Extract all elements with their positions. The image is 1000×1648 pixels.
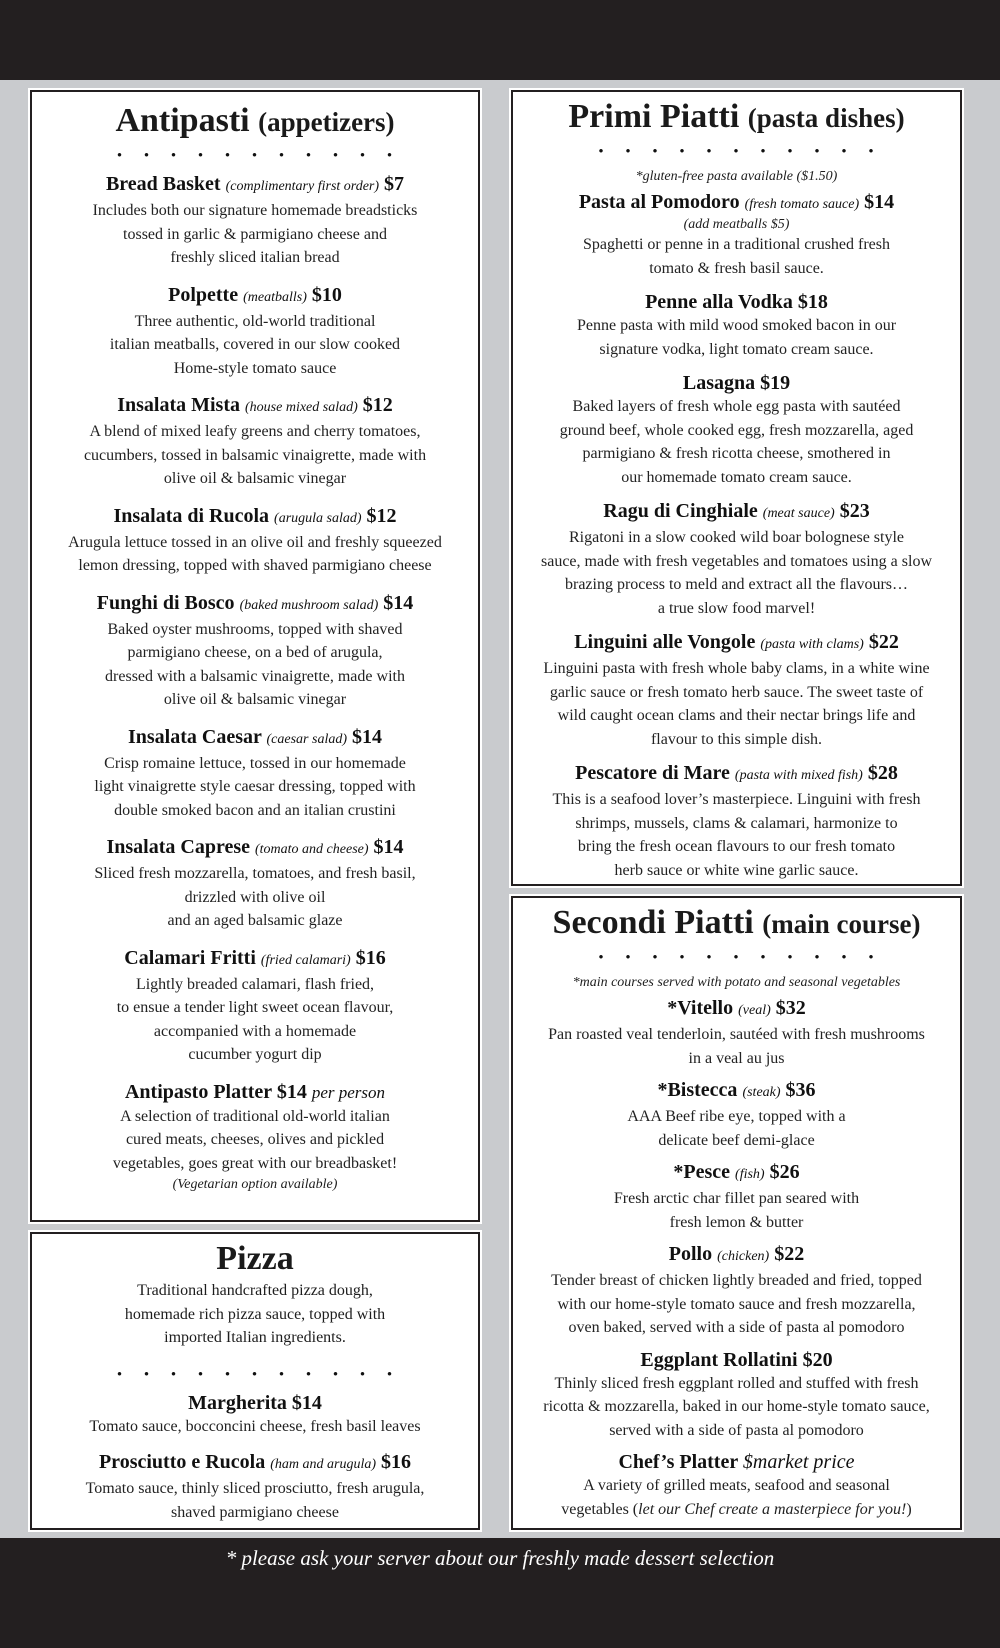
- item-name: Penne alla Vodka: [645, 291, 793, 314]
- menu-item: [32, 835, 478, 933]
- item-description: [32, 618, 478, 712]
- menu-item-list: [32, 172, 478, 1067]
- item-price: $16: [355, 946, 386, 969]
- description-line: Penne pasta with mild wood smoked bacon in our: [576, 317, 897, 335]
- pizza-intro: [32, 1279, 478, 1350]
- item-description: [513, 1023, 960, 1070]
- description-line: dressed with a balsamic vinaigrette, made with: [105, 667, 405, 685]
- item-description: [32, 1477, 478, 1524]
- description-line: Tender breast of chicken lightly breaded and fried, topped: [551, 1272, 922, 1290]
- item-price: $14: [276, 1080, 307, 1103]
- section-subtitle: (appetizers): [258, 107, 395, 137]
- item-price: $26: [769, 1161, 800, 1184]
- item-price: $23: [839, 500, 870, 523]
- description-line: parmigiano & fresh ricotta cheese, smothered in: [582, 445, 891, 463]
- item-name: Insalata Mista: [117, 394, 241, 417]
- description-line: signature vodka, light tomato cream sauce.: [599, 340, 874, 358]
- intro-line: homemade rich pizza sauce, topped with: [124, 1305, 386, 1323]
- menu-item: [32, 172, 478, 270]
- item-heading: [32, 172, 478, 199]
- item-price: $20: [802, 1348, 833, 1371]
- menu-item: [32, 504, 478, 578]
- description-italic: let our Chef create a masterpiece for you!: [638, 1500, 907, 1518]
- item-description: [32, 199, 478, 270]
- description-line: oven baked, served with a side of pasta al pomodoro: [568, 1319, 905, 1337]
- item-heading: [32, 591, 478, 618]
- item-price: $12: [362, 394, 393, 417]
- item-description: [513, 395, 960, 489]
- item-description: [32, 862, 478, 933]
- item-name: Linguini alle Vongole: [574, 631, 756, 654]
- primi-section: [511, 90, 962, 886]
- item-price: $7: [384, 173, 405, 196]
- description-line: drizzled with olive oil: [184, 888, 326, 906]
- item-translation: (arugula salad): [274, 510, 362, 526]
- menu-item-chefs-platter: [513, 1450, 960, 1521]
- description-line: served with a side of pasta al pomodoro: [609, 1421, 864, 1439]
- description-line: to ensue a tender light sweet ocean flavour,: [116, 999, 394, 1017]
- item-translation: (meatballs): [243, 289, 307, 305]
- item-name: Eggplant Rollatini: [640, 1348, 798, 1371]
- item-price: $14: [864, 191, 895, 214]
- item-price: $10: [311, 283, 342, 306]
- item-name: Pescatore di Mare: [575, 762, 730, 785]
- description-line: cucumbers, tossed in balsamic vinaigrette, made with: [83, 446, 427, 464]
- section-subtitle: (main course): [762, 909, 921, 939]
- item-heading: [513, 190, 960, 217]
- description-line: Thinly sliced fresh eggplant rolled and stuffed with fresh: [554, 1374, 919, 1392]
- item-heading: [513, 1242, 960, 1269]
- description-line: brazing process to meld and extract all the flavours…: [565, 576, 908, 594]
- description-line: shaved parmigiano cheese: [171, 1503, 339, 1521]
- description-line: delicate beef demi-glace: [658, 1131, 815, 1149]
- item-description: [32, 1105, 478, 1176]
- description-line: A blend of mixed leafy greens and cherry tomatoes,: [89, 423, 421, 441]
- item-translation: (tomato and cheese): [255, 842, 369, 858]
- menu-item: [513, 1242, 960, 1340]
- item-description: [32, 973, 478, 1067]
- item-name: *Vitello: [667, 997, 734, 1020]
- menu-item: [32, 1450, 478, 1524]
- item-description: [513, 1187, 960, 1234]
- description-line: tossed in garlic & parmigiano cheese and: [123, 225, 387, 243]
- item-price: $14: [373, 836, 404, 859]
- description-line: parmigiano cheese, on a bed of arugula,: [127, 644, 383, 662]
- description-line: Spaghetti or penne in a traditional crushed fresh: [582, 236, 890, 254]
- description-line: This is a seafood lover’s masterpiece. Linguini with fresh: [552, 791, 921, 809]
- item-translation: (house mixed salad): [245, 400, 358, 416]
- description-text: vegetables (: [561, 1500, 639, 1518]
- description-line: Home-style tomato sauce: [173, 359, 337, 377]
- description-line: AAA Beef ribe eye, topped with a: [627, 1108, 846, 1126]
- description-line: Lightly breaded calamari, flash fried,: [135, 975, 375, 993]
- description-line: lemon dressing, topped with shaved parmigiano cheese: [78, 557, 432, 575]
- item-price: $36: [785, 1079, 816, 1102]
- menu-item: [32, 283, 478, 381]
- item-name: Insalata Caesar: [127, 725, 262, 748]
- item-heading: [513, 499, 960, 526]
- menu-item-list: [32, 1391, 478, 1525]
- description-line: garlic sauce or fresh tomato herb sauce. The sweet taste of: [549, 683, 924, 701]
- item-name: Lasagna: [682, 372, 756, 395]
- item-description: [32, 310, 478, 381]
- menu-item: [32, 946, 478, 1067]
- item-heading: [32, 725, 478, 752]
- item-translation: (pasta with mixed fish): [734, 768, 863, 784]
- item-translation: (fried calamari): [260, 952, 351, 968]
- item-price: $16: [381, 1451, 412, 1474]
- menu-item: [513, 290, 960, 361]
- menu-item-list: [513, 996, 960, 1442]
- item-name: *Pesce: [673, 1161, 731, 1184]
- menu-item: [513, 1348, 960, 1443]
- item-name: Chef’s Platter: [618, 1451, 738, 1474]
- description-line: Baked oyster mushrooms, topped with shaved: [107, 620, 403, 638]
- item-name: Prosciutto e Rucola: [98, 1451, 266, 1474]
- item-price: $14: [352, 725, 383, 748]
- description-line: Sliced fresh mozzarella, tomatoes, and fresh basil,: [94, 865, 416, 883]
- item-addon: (add meatballs $5): [683, 217, 790, 233]
- top-banner: [0, 0, 1000, 80]
- item-name: Pollo: [668, 1243, 713, 1266]
- item-description: [513, 1105, 960, 1152]
- item-heading: [32, 393, 478, 420]
- item-per-person: per person: [311, 1082, 386, 1102]
- item-name: Pasta al Pomodoro: [578, 191, 740, 214]
- description-line: Linguini pasta with fresh whole baby clams, in a white wine: [543, 660, 930, 678]
- item-description: [32, 420, 478, 491]
- description-line: A selection of traditional old-world italian: [120, 1107, 390, 1125]
- item-description: [513, 657, 960, 751]
- item-heading: [513, 761, 960, 788]
- item-price: $22: [774, 1243, 805, 1266]
- description-line: bring the fresh ocean flavours to our fresh tomato: [577, 838, 896, 856]
- description-line: Arugula lettuce tossed in an olive oil and freshly squeezed: [68, 533, 442, 551]
- description-line: freshly sliced italian bread: [170, 249, 340, 267]
- item-description: [513, 788, 960, 882]
- description-line: ricotta & mozzarella, baked in our home-style tomato sauce,: [543, 1398, 930, 1416]
- item-description: [513, 526, 960, 620]
- description-line: Pan roasted veal tenderloin, sautéed with fresh mushrooms: [548, 1026, 925, 1044]
- menu-item: [513, 371, 960, 489]
- menu-item: [32, 1391, 478, 1439]
- description-line: fresh lemon & butter: [669, 1213, 804, 1231]
- section-title: [513, 98, 960, 135]
- item-translation: (steak): [742, 1085, 781, 1101]
- description-line: shrimps, mussels, clams & calamari, harmonize to: [575, 814, 898, 832]
- description-line: a true slow food marvel!: [657, 599, 816, 617]
- item-translation: (ham and arugula): [270, 1457, 377, 1473]
- secondi-section: [511, 896, 962, 1530]
- item-heading: [32, 283, 478, 310]
- gluten-free-note: *gluten-free pasta available ($1.50): [635, 169, 838, 185]
- description-line: ground beef, whole cooked egg, fresh mozzarella, aged: [559, 421, 914, 439]
- description-line: Tomato sauce, bocconcini cheese, fresh basil leaves: [89, 1417, 421, 1435]
- menu-item: [513, 499, 960, 620]
- item-translation: (veal): [738, 1003, 771, 1019]
- item-translation: (pasta with clams): [760, 637, 864, 653]
- description-line: and an aged balsamic glaze: [167, 912, 343, 930]
- description-line: Rigatoni in a slow cooked wild boar bolognese style: [568, 529, 905, 547]
- description-line: double smoked bacon and an italian crustini: [114, 801, 396, 819]
- description-line: our homemade tomato cream sauce.: [621, 468, 852, 486]
- vegetarian-note: (Vegetarian option available): [172, 1177, 338, 1193]
- section-title: Pizza: [216, 1240, 294, 1277]
- section-title-text: Primi Piatti: [568, 98, 740, 135]
- description-line: Includes both our signature homemade breadsticks: [92, 202, 418, 220]
- section-title: [32, 102, 478, 139]
- item-translation: (baked mushroom salad): [239, 597, 379, 613]
- item-description: [513, 1372, 960, 1443]
- item-name: Insalata Caprese: [106, 836, 250, 859]
- section-subtitle: (pasta dishes): [747, 103, 905, 133]
- section-title: [513, 904, 960, 941]
- description-line: with our home-style tomato sauce and fresh mozzarella,: [557, 1295, 916, 1313]
- item-heading: [32, 504, 478, 531]
- item-heading: [32, 1450, 478, 1477]
- description-line: Fresh arctic char fillet pan seared with: [613, 1190, 860, 1208]
- item-translation: (chicken): [717, 1249, 770, 1265]
- description-line: [513, 1498, 960, 1522]
- menu-item: [32, 725, 478, 823]
- description-line: cured meats, cheeses, olives and pickled: [125, 1131, 385, 1149]
- description-line: olive oil & balsamic vinegar: [163, 470, 347, 488]
- item-heading: [513, 371, 960, 395]
- item-name: Polpette: [168, 283, 239, 306]
- menu-item-antipasto-platter: [32, 1080, 478, 1196]
- section-title-text: Secondi Piatti: [552, 904, 754, 941]
- dot-divider: • • • • • • • • • • •: [598, 144, 883, 161]
- dessert-footnote: * please ask your server about our freshly made dessert selection: [225, 1546, 775, 1570]
- description-line: A variety of grilled meats, seafood and seasonal: [583, 1477, 890, 1495]
- item-heading: [32, 835, 478, 862]
- item-description: [513, 233, 960, 280]
- description-text: ): [906, 1500, 912, 1518]
- item-price: $12: [366, 504, 397, 527]
- description-line: in a veal au jus: [688, 1049, 785, 1067]
- description-line: vegetables, goes great with our breadbasket!: [112, 1154, 398, 1172]
- description-line: wild caught ocean clams and their nectar brings life and: [557, 707, 916, 725]
- description-line: olive oil & balsamic vinegar: [163, 691, 347, 709]
- dot-divider: • • • • • • • • • • •: [116, 148, 402, 165]
- item-name: Margherita: [188, 1391, 287, 1414]
- item-description: [32, 1415, 478, 1439]
- item-heading: [32, 1391, 478, 1415]
- menu-item: [513, 761, 960, 882]
- item-translation: (fish): [735, 1167, 765, 1183]
- item-price: $22: [868, 631, 899, 654]
- item-price: $19: [760, 372, 791, 395]
- item-description: [513, 1474, 960, 1521]
- item-translation: (complimentary first order): [225, 179, 380, 195]
- item-price: $market price: [742, 1451, 855, 1474]
- item-price: $28: [867, 762, 898, 785]
- item-name: *Bistecca: [657, 1079, 738, 1102]
- item-heading: [513, 1160, 960, 1187]
- item-description: [513, 314, 960, 361]
- description-line: Crisp romaine lettuce, tossed in our homemade: [104, 754, 406, 772]
- item-price: $14: [383, 591, 414, 614]
- item-translation: (fresh tomato sauce): [744, 197, 860, 213]
- item-description: [32, 531, 478, 578]
- item-heading: [513, 1348, 960, 1372]
- item-heading: [32, 1080, 478, 1105]
- description-line: light vinaigrette style caesar dressing, topped with: [94, 778, 416, 796]
- section-title-text: Antipasti: [115, 102, 250, 139]
- description-line: sauce, made with fresh vegetables and tomatoes using a slow: [541, 552, 932, 570]
- item-heading: [513, 630, 960, 657]
- description-line: cucumber yogurt dip: [188, 1046, 322, 1064]
- description-line: Three authentic, old-world traditional: [134, 312, 376, 330]
- menu-item: [513, 996, 960, 1070]
- item-name: Calamari Fritti: [124, 946, 256, 969]
- item-heading: [513, 290, 960, 314]
- intro-line: Traditional handcrafted pizza dough,: [137, 1282, 373, 1300]
- item-name: Funghi di Bosco: [96, 591, 235, 614]
- menu-item: [32, 393, 478, 491]
- menu-item: [513, 1160, 960, 1234]
- menu-item: [513, 1078, 960, 1152]
- intro-line: imported Italian ingredients.: [164, 1329, 346, 1347]
- item-heading: [513, 996, 960, 1023]
- item-heading: [513, 1450, 960, 1474]
- item-price: $32: [775, 997, 806, 1020]
- description-line: flavour to this simple dish.: [650, 730, 823, 748]
- description-line: Baked layers of fresh whole egg pasta with sautéed: [572, 398, 901, 416]
- menu-item: [513, 630, 960, 751]
- menu-item-list: [513, 190, 960, 882]
- pizza-section: [30, 1232, 480, 1530]
- item-heading: [513, 1078, 960, 1105]
- menu-item: [513, 190, 960, 280]
- item-name: Antipasto Platter: [124, 1080, 272, 1103]
- description-line: tomato & fresh basil sauce.: [649, 259, 824, 277]
- menu-item: [32, 591, 478, 712]
- item-translation: (caesar salad): [266, 731, 348, 747]
- item-heading: [32, 946, 478, 973]
- main-course-note: *main courses served with potato and seasonal vegetables: [572, 975, 901, 991]
- dot-divider: • • • • • • • • • • •: [116, 1366, 402, 1383]
- item-description: [513, 1269, 960, 1340]
- item-price: $14: [291, 1391, 322, 1414]
- item-translation: (meat sauce): [762, 506, 835, 522]
- description-line: italian meatballs, covered in our slow cooked: [109, 336, 401, 354]
- antipasti-section: [30, 90, 480, 1222]
- item-name: Bread Basket: [105, 173, 221, 196]
- item-price: $18: [797, 291, 828, 314]
- dot-divider: • • • • • • • • • • •: [598, 950, 883, 967]
- description-line: accompanied with a homemade: [153, 1022, 357, 1040]
- description-line: herb sauce or white wine garlic sauce.: [614, 861, 859, 879]
- item-name: Ragu di Cinghiale: [603, 500, 758, 523]
- description-line: Tomato sauce, thinly sliced prosciutto, fresh arugula,: [85, 1480, 425, 1498]
- item-name: Insalata di Rucola: [113, 504, 270, 527]
- item-description: [32, 752, 478, 823]
